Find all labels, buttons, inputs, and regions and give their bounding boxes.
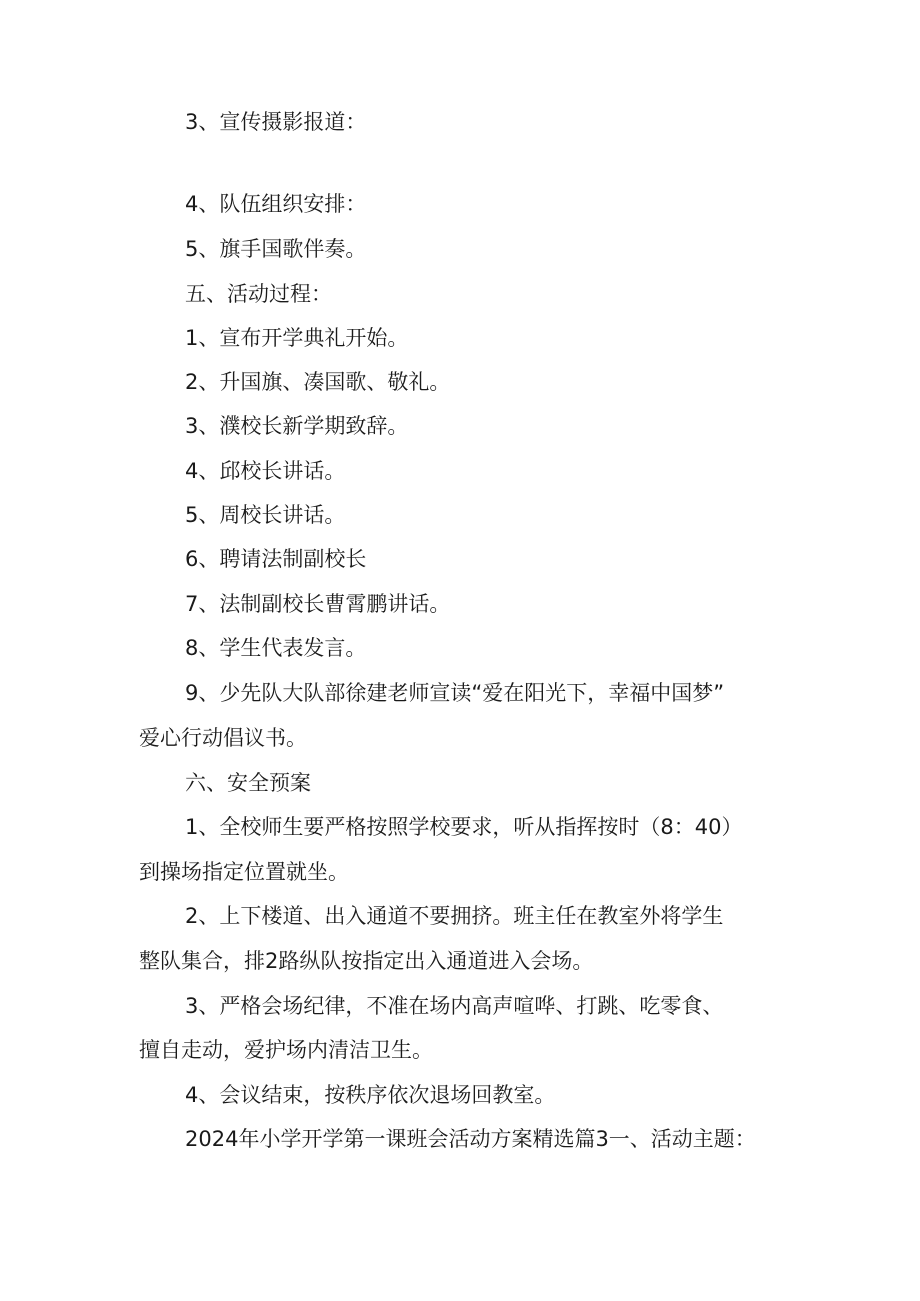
- list-item-vice-principal-speech: 7、法制副校长曹霄鹏讲话。: [185, 592, 451, 616]
- list-item-flag-bearer-anthem: 5、旗手国歌伴奏。: [185, 237, 367, 261]
- paragraph-safety-3-line-2: 擅自走动，爱护场内清洁卫生。: [139, 1038, 433, 1062]
- section-heading-activity-process: 五、活动过程：: [185, 282, 332, 306]
- list-item-principal-speech: 3、濮校长新学期致辞。: [185, 414, 409, 438]
- list-item-zhou-speech: 5、周校长讲话。: [185, 503, 346, 527]
- section-heading-safety-plan: 六、安全预案: [185, 771, 311, 795]
- list-item-announce-start: 1、宣布开学典礼开始。: [185, 326, 409, 350]
- paragraph-next-article-title: 2024年小学开学第一课班会活动方案精选篇3一、活动主题：: [185, 1127, 756, 1151]
- paragraph-initiative-line-2: 爱心行动倡议书。: [139, 726, 307, 750]
- list-item-qiu-speech: 4、邱校长讲话。: [185, 459, 346, 483]
- paragraph-safety-2-line-1: 2、上下楼道、出入通道不要拥挤。班主任在教室外将学生: [185, 904, 724, 928]
- list-item-team-organization: 4、队伍组织安排：: [185, 192, 367, 216]
- list-item-student-speech: 8、学生代表发言。: [185, 636, 367, 660]
- list-item-appoint-vice-principal: 6、聘请法制副校长: [185, 547, 367, 571]
- paragraph-safety-3-line-1: 3、严格会场纪律，不准在场内高声喧哗、打跳、吃零食、: [185, 994, 724, 1018]
- paragraph-safety-2-line-2: 整队集合，排2路纵队按指定出入通道进入会场。: [139, 949, 594, 973]
- paragraph-safety-4: 4、会议结束，按秩序依次退场回教室。: [185, 1083, 556, 1107]
- paragraph-safety-1-line-1: 1、全校师生要严格按照学校要求，听从指挥按时（8：40）: [185, 815, 743, 839]
- list-item-flag-raising: 2、升国旗、凑国歌、敬礼。: [185, 370, 451, 394]
- paragraph-initiative-line-1: 9、少先队大队部徐建老师宣读“爱在阳光下，幸福中国梦”: [185, 681, 725, 705]
- paragraph-safety-1-line-2: 到操场指定位置就坐。: [139, 860, 349, 884]
- list-item-publicity-photography: 3、宣传摄影报道：: [185, 110, 367, 134]
